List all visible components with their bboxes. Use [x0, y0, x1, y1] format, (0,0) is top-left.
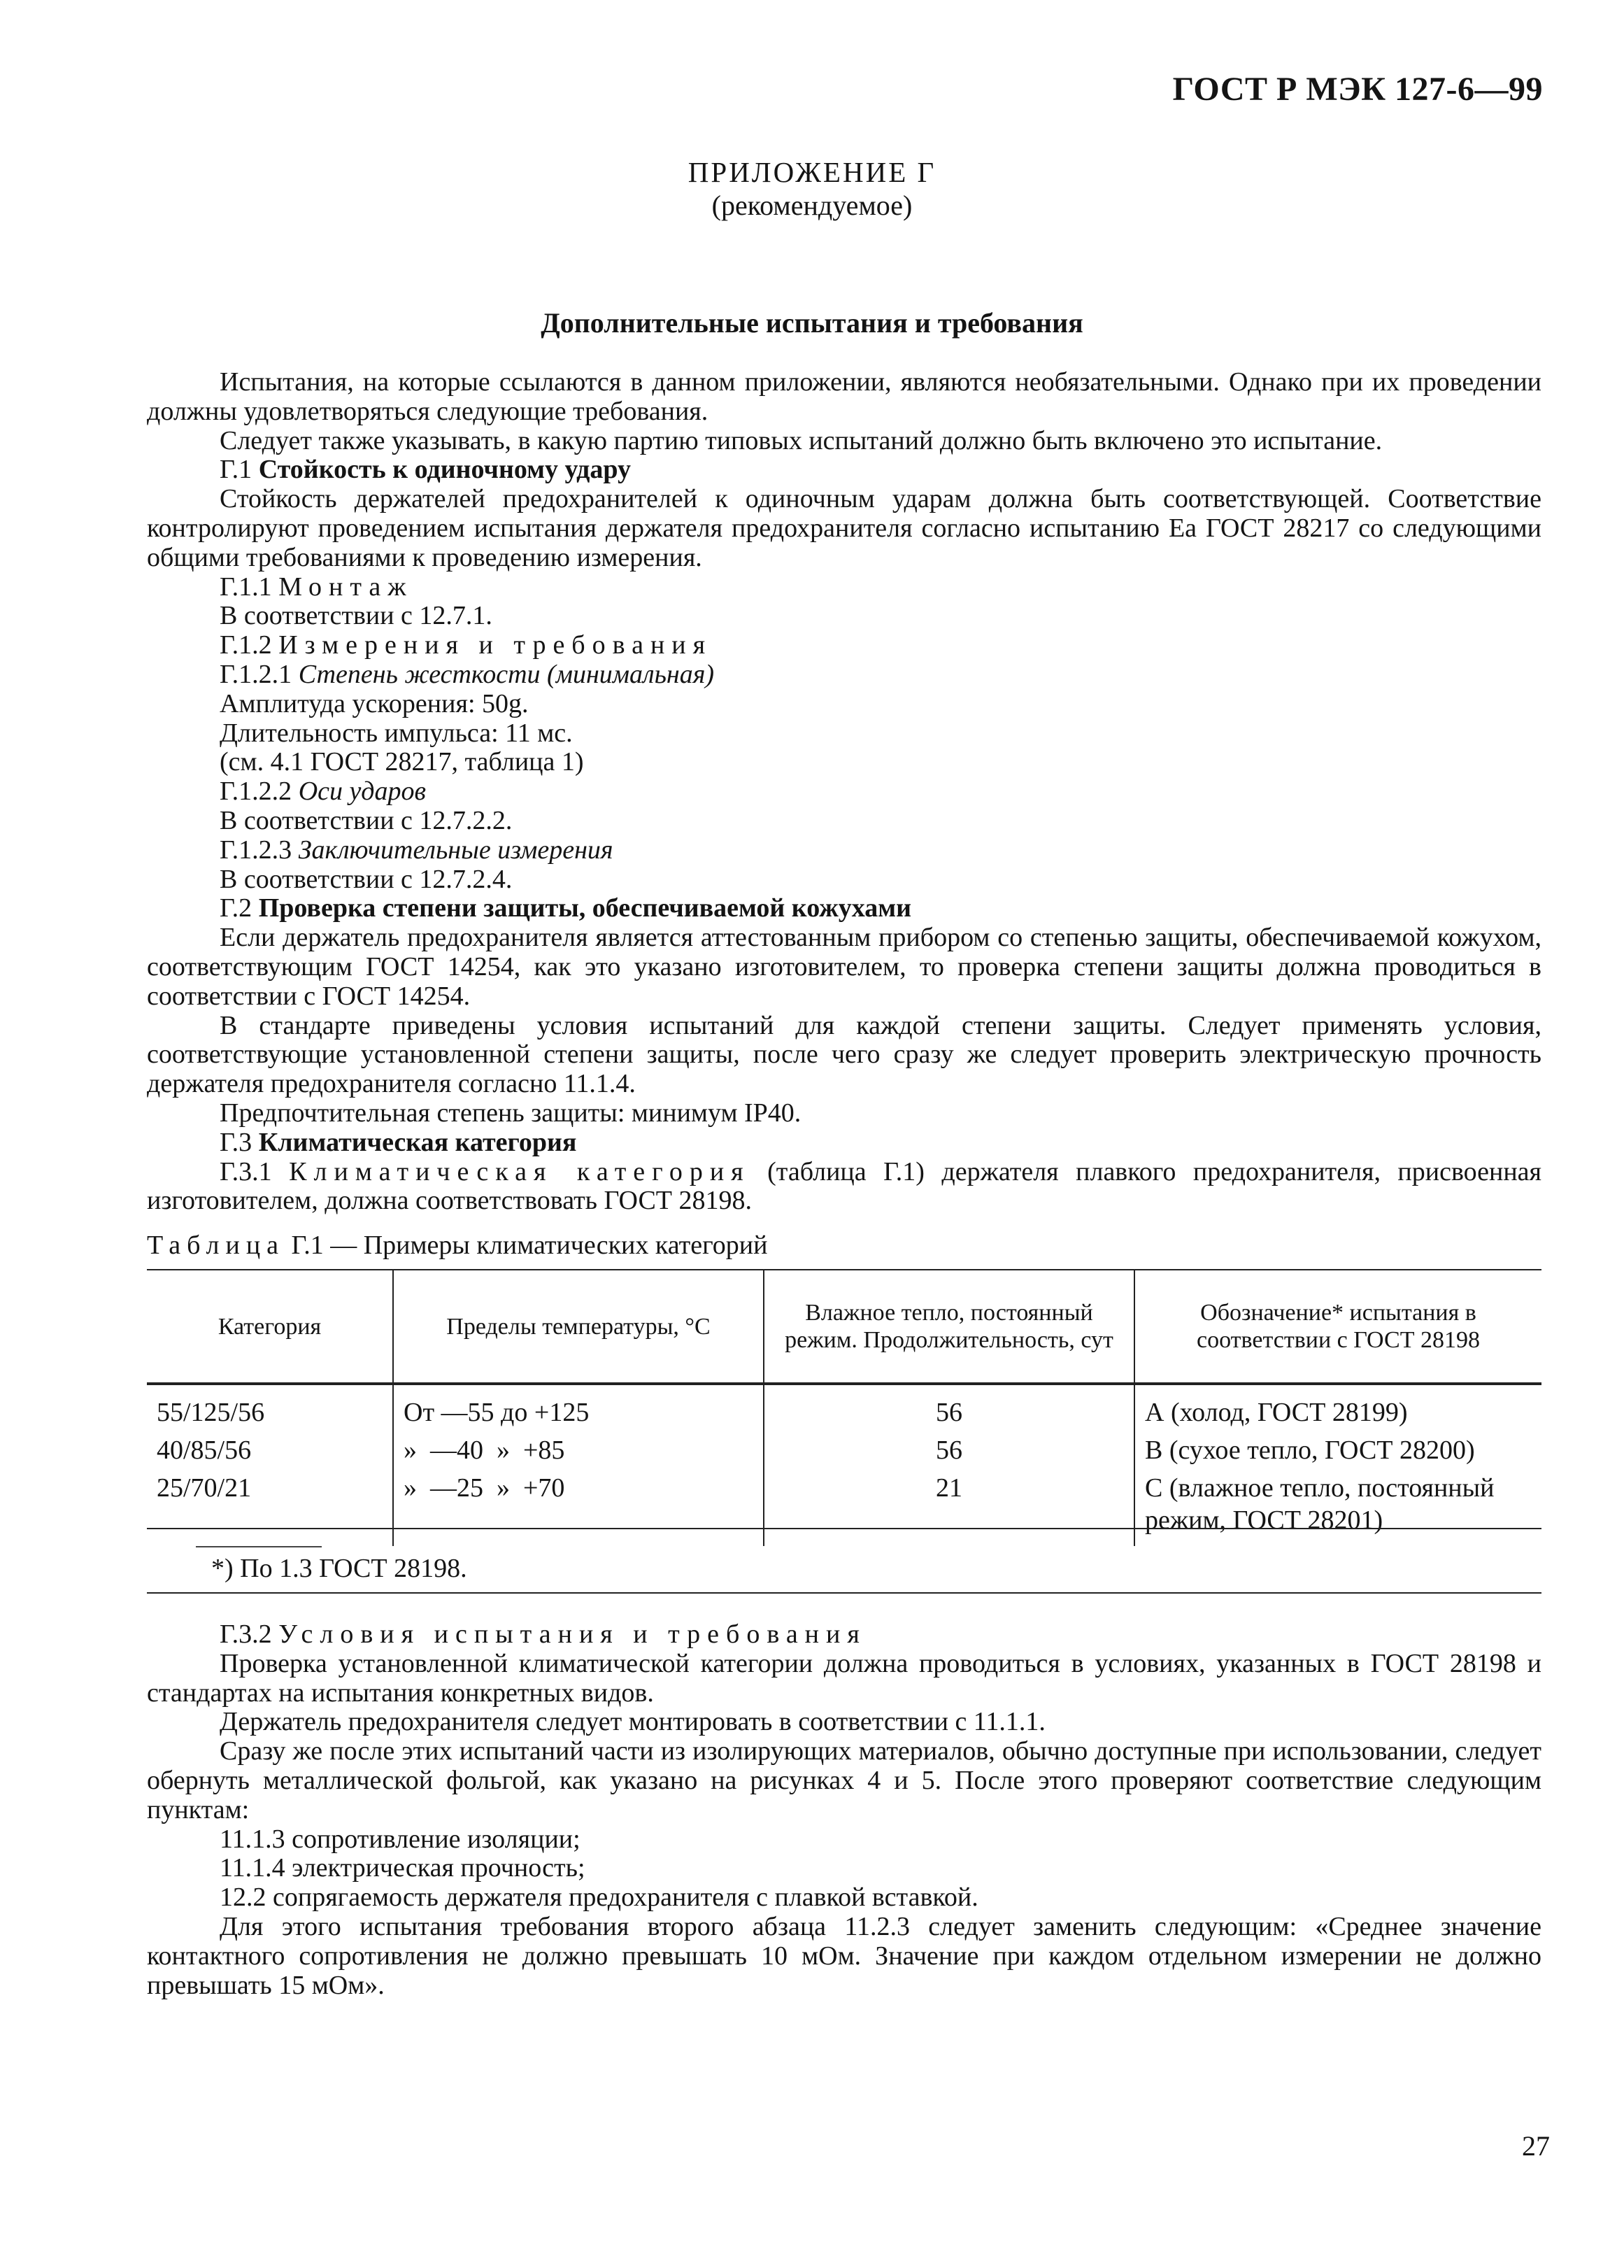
- cell-designation: В (сухое тепло, ГОСТ 28200): [1134, 1429, 1541, 1466]
- table-header-row: [147, 1270, 1541, 1384]
- heading-g1-2-2: [147, 777, 1541, 807]
- table-caption-label: Таблица: [147, 1231, 285, 1260]
- cell-temperature: » —40 » +85: [393, 1429, 764, 1466]
- appendix-title: ПРИЛОЖЕНИЕ Г: [688, 156, 936, 188]
- paragraph-contact-resistance: Для этого испытания требования второго абзаца 11.2.3 следует заменить следующим: «Среднее значение контактного сопротивления не должно превышать 10 мОм. Значение при каждом отдельном измерении не должно превышать 15 мОм».: [147, 1911, 1541, 2000]
- heading-g3: [147, 1128, 1541, 1158]
- heading-g1-2-3-title: Заключительные измерения: [298, 835, 613, 865]
- heading-g1-2-2-number: Г.1.2.2: [220, 777, 292, 807]
- heading-g1-1-number: Г.1.1: [220, 572, 272, 602]
- paragraph-enclosure: Если держатель предохранителя является аттестованным прибором со степенью защиты, обеспечиваемой кожухом, соответствующим ГОСТ 14254, как это указано изготовителем, то проверка степени защиты должна проводиться в соответствии с ГОСТ 14254.: [147, 923, 1541, 1011]
- cell-category: 55/125/56: [157, 1398, 265, 1427]
- list-item: 11.1.4 электрическая прочность;: [220, 1853, 585, 1883]
- page-number: 27: [1522, 2130, 1550, 2162]
- heading-g3-2: [147, 1620, 1541, 1650]
- heading-g1-title: Стойкость к одиночному удару: [258, 455, 631, 485]
- column-header-test-designation: Обозначение* испытания в соответствии с ГОСТ 28198: [1134, 1270, 1541, 1384]
- heading-g3-1-title: Климатическая категория: [289, 1156, 750, 1186]
- paragraph-climatic-check: Проверка установленной климатической категории должна проводиться в условиях, указанных в ГОСТ 28198 и стандартах на испытания конкретных видов.: [147, 1648, 1541, 1708]
- heading-g1-2-3: [147, 836, 1541, 865]
- paragraph-foil: Сразу же после этих испытаний части из изолирующих материалов, обычно доступные при использовании, следует обернуть металлической фольгой, как указано на рисунках 4 и 5. После этого проверяют соответствие следующим пунктам:: [147, 1736, 1541, 1824]
- paragraph-batch: Следует также указывать, в какую партию типовых испытаний должно быть включено это испытание.: [220, 425, 1383, 455]
- footnote-rule: [196, 1546, 322, 1547]
- heading-g3-title: Климатическая категория: [258, 1127, 577, 1157]
- paragraph-g3-1: [147, 1158, 1541, 1217]
- heading-g3-2-number: Г.3.2: [220, 1620, 272, 1649]
- heading-g1-2-1: [147, 660, 1541, 690]
- paragraph-protection-conditions: В стандарте приведены условия испытаний для каждой степени защиты. Следует применять условия, соответствующие установленной степени защиты, после чего сразу же следует проверить электрическую прочность держателя предохранителя согласно 11.1.4.: [147, 1010, 1541, 1099]
- table-row: [147, 1429, 1541, 1466]
- paragraph-ip40: Предпочтительная степень защиты: минимум IP40.: [220, 1098, 802, 1128]
- heading-g1-1-title: Монтаж: [278, 572, 413, 602]
- heading-g1-2-2-title: Оси ударов: [298, 777, 426, 807]
- heading-g1: [147, 455, 1541, 485]
- page-title: Дополнительные испытания и требования: [541, 307, 1083, 339]
- cell-duration: 21: [764, 1466, 1134, 1546]
- heading-g1-number: Г.1: [220, 455, 252, 485]
- cell-designation: С (влажное тепло, постоянный режим, ГОСТ 28201): [1134, 1466, 1541, 1546]
- paragraph-shock: Стойкость держателей предохранителей к одиночным ударам должна быть соответствующей. Соответствие контролируют проведением испытания держателя предохранителя согласно испытанию Еа ГОСТ 28217 со следующими общими требованиями к проведению измерения.: [147, 484, 1541, 572]
- appendix-subtitle: (рекомендуемое): [711, 190, 913, 221]
- cell-temperature: » —25 » +70: [393, 1466, 764, 1546]
- paragraph-g1-2-2: В соответствии с 12.7.2.2.: [220, 805, 513, 835]
- cell-category: 25/70/21: [157, 1473, 252, 1503]
- body-section-2: [147, 1620, 1541, 2000]
- climatic-categories-table: [147, 1269, 1541, 1546]
- heading-g1-2-title: Измерения и требования: [278, 630, 713, 660]
- heading-g1-2-number: Г.1.2: [220, 630, 272, 660]
- paragraph-g1-2-3: В соответствии с 12.7.2.4.: [220, 864, 513, 894]
- paragraph-see-ref: (см. 4.1 ГОСТ 28217, таблица 1): [220, 747, 584, 777]
- list-item: 12.2 сопрягаемость держателя предохранителя с плавкой вставкой.: [220, 1883, 978, 1913]
- list-item: 11.1.3 сопротивление изоляции;: [220, 1824, 580, 1854]
- table-row: [147, 1384, 1541, 1429]
- heading-g1-2-1-number: Г.1.2.1: [220, 659, 292, 689]
- paragraph-intro: Испытания, на которые ссылаются в данном приложении, являются необязательными. Однако при их проведении должны удовлетворяться следующие требования.: [147, 367, 1541, 426]
- column-header-damp-heat: Влажное тепло, постоянный режим. Продолжительность, сут: [764, 1270, 1134, 1384]
- cell-duration: 56: [764, 1384, 1134, 1429]
- heading-g1-1: [147, 573, 1541, 602]
- table-footnote: *) По 1.3 ГОСТ 28198.: [211, 1554, 467, 1583]
- heading-g2-number: Г.2: [220, 893, 252, 923]
- heading-g3-2-title: Условия испытания и требования: [278, 1620, 867, 1649]
- heading-g3-number: Г.3: [220, 1127, 252, 1157]
- cell-temperature: От —55 до +125: [393, 1384, 764, 1429]
- paragraph-acceleration: Амплитуда ускорения: 50g.: [220, 688, 529, 718]
- paragraph-mounting: Держатель предохранителя следует монтировать в соответствии с 11.1.1.: [220, 1707, 1046, 1737]
- heading-g1-2: [147, 631, 1541, 660]
- heading-g2: [147, 894, 1541, 923]
- table-footnote-area: [147, 1528, 1541, 1594]
- cell-duration: 56: [764, 1429, 1134, 1466]
- standard-header: ГОСТ Р МЭК 127-6—99: [1172, 71, 1543, 108]
- heading-g2-title: Проверка степени защиты, обеспечиваемой кожухами: [258, 893, 912, 923]
- paragraph-pulse: Длительность импульса: 11 мс.: [220, 718, 573, 748]
- table-caption-text: Г.1 — Примеры климатических категорий: [291, 1231, 768, 1260]
- cell-designation: А (холод, ГОСТ 28199): [1134, 1384, 1541, 1429]
- column-header-category: Категория: [147, 1270, 393, 1384]
- cell-category: 40/85/56: [157, 1436, 252, 1465]
- heading-g1-2-1-title: Степень жесткости (минимальная): [298, 659, 715, 689]
- heading-g3-1-number: Г.3.1: [220, 1156, 272, 1186]
- heading-g1-2-3-number: Г.1.2.3: [220, 835, 292, 865]
- table-caption: [147, 1230, 767, 1261]
- body-section-1: [147, 368, 1541, 1216]
- column-header-temperature: Пределы температуры, °С: [393, 1270, 764, 1384]
- paragraph-g1-1: В соответствии с 12.7.1.: [220, 601, 492, 631]
- paragraph-g3-1-text: (таблица Г.1) держателя плавкого предохранителя, присвоенная изготовителем, должна соответствовать ГОСТ 28198.: [147, 1156, 1541, 1216]
